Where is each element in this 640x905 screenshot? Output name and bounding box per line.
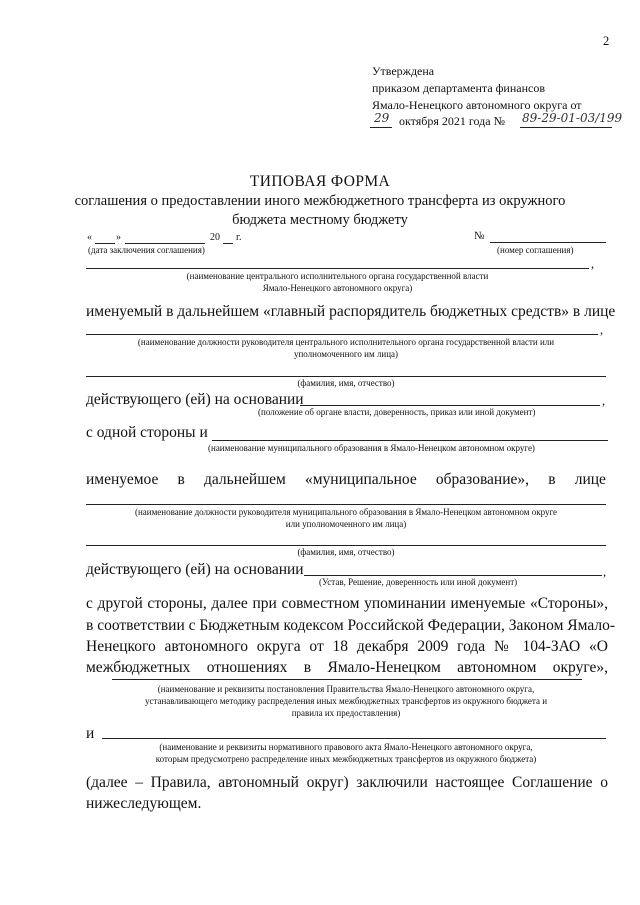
fio-caption-2: (фамилия, имя, отчество) (297, 547, 395, 557)
fio-caption-1: (фамилия, имя, отчество) (297, 378, 395, 388)
mun-head-line (86, 504, 606, 505)
approval-date-text: октября 2021 года № (399, 114, 506, 128)
other-side-line-1: с другой стороны, далее при совместном упоминании именуемые «Стороны», (86, 595, 608, 612)
resolution-caption-3: правила их предоставления) (291, 708, 401, 718)
form-subtitle-1: соглашения о предоставлении иного межбюджетного трансферта из окружного (74, 193, 566, 209)
date-open-quote: « (87, 232, 92, 243)
date-close-quote: » (116, 232, 121, 243)
named-main-text: именуемый в дальнейшем «главный распорядитель бюджетных средств» в лице (86, 303, 616, 320)
named-mun-text (86, 471, 606, 489)
one-side-text: с одной стороны и (86, 424, 208, 441)
approval-line-3: Ямало-Ненецкого автономного округа от (372, 98, 582, 112)
approval-number: 89-29-01-03/199 (522, 111, 623, 125)
comma-3: , (602, 394, 606, 408)
fio-line-2 (86, 545, 606, 546)
named-mun-word: в (548, 471, 556, 488)
approval-day-line (370, 127, 392, 128)
basis-line-2 (304, 575, 602, 576)
approval-number-line (520, 127, 612, 128)
head-position-line (86, 334, 598, 335)
date-caption: (дата заключения соглашения) (88, 245, 205, 255)
date-year: 20 (210, 232, 220, 243)
date-month-line (125, 243, 205, 244)
other-side-line-3: Ненецкого автономного округа от 18 декабря 2009 года № 104-ЗАО «О (86, 638, 608, 655)
comma-2: , (600, 323, 604, 337)
other-side-line-2: в соответствии с Бюджетным кодексом Российской Федерации, Законом Ямало- (86, 617, 615, 634)
resolution-line (112, 679, 582, 680)
head-position-caption-2: уполномоченного им лица) (293, 349, 399, 359)
mun-head-caption-1: (наименование должности руководителя муниципального образования в Ямало-Ненецком автономном округе (134, 507, 558, 517)
other-side-line-4: межбюджетных отношениях в Ямало-Ненецком автономном округе», (86, 659, 608, 676)
approval-day: 29 (374, 111, 390, 125)
mun-head-caption-2: или уполномоченного им лица) (285, 519, 407, 529)
date-year-suffix: г. (236, 232, 242, 243)
acting-text-1: действующего (ей) на основании (86, 391, 304, 408)
normative-caption-2: которым предусмотрено распределение иных межбюджетных трансфертов из окружного бюджета) (155, 754, 537, 764)
gov-body-caption-1: (наименование центрального исполнительного органа государственной власти (186, 271, 489, 281)
normative-line (102, 738, 606, 739)
head-position-caption-1: (наименование должности руководителя центрального исполнительного органа государственной власти или (137, 337, 555, 347)
named-mun-word: в (177, 471, 185, 488)
number-caption: (номер соглашения) (497, 245, 574, 255)
resolution-caption-2: устанавливающего методику распределения иных межбюджетных трансфертов из окружного бюджета и (144, 696, 548, 706)
form-title: ТИПОВАЯ ФОРМА (249, 173, 391, 190)
acting-text-2: действующего (ей) на основании (86, 561, 304, 578)
final-line-2: нижеследующем. (86, 795, 202, 812)
approval-line-2: приказом департамента финансов (372, 81, 546, 95)
named-mun-word: «муниципальное (305, 471, 417, 488)
basis-caption-1: (положение об органе власти, доверенность, приказ или иной документ) (258, 407, 536, 417)
resolution-caption-1: (наименование и реквизиты постановления Правительства Ямало-Ненецкого автономного округа, (157, 684, 535, 694)
number-label: № (474, 230, 485, 242)
number-line (490, 242, 606, 243)
comma-4: , (603, 565, 607, 579)
form-subtitle-2: бюджета местному бюджету (232, 212, 408, 228)
gov-body-caption-2: Ямало-Ненецкого автономного округа) (262, 283, 413, 293)
and-text: и (86, 725, 95, 742)
named-mun-word: именуемое (86, 471, 159, 488)
named-mun-word: образование», (435, 471, 530, 488)
page-number: 2 (603, 34, 610, 48)
fio-line-1 (86, 376, 606, 377)
named-mun-word: лице (574, 471, 606, 488)
municipality-caption: (наименование муниципального образования в Ямало-Ненецком автономном округе) (208, 443, 535, 453)
comma-1: , (591, 257, 595, 271)
basis-line-1 (300, 405, 600, 406)
named-mun-word: дальнейшем (204, 471, 286, 488)
municipality-line (212, 440, 608, 441)
approval-line-1: Утверждена (372, 64, 435, 78)
gov-body-line (86, 268, 589, 269)
normative-caption-1: (наименование и реквизиты нормативного правового акта Ямало-Ненецкого автономного округа, (159, 742, 533, 752)
final-line-1: (далее – Правила, автономный округ) заключили настоящее Соглашение о (86, 774, 608, 791)
date-year-line (223, 243, 233, 244)
basis-caption-2: (Устав, Решение, доверенность или иной документ) (319, 577, 518, 587)
date-day-line (95, 243, 115, 244)
